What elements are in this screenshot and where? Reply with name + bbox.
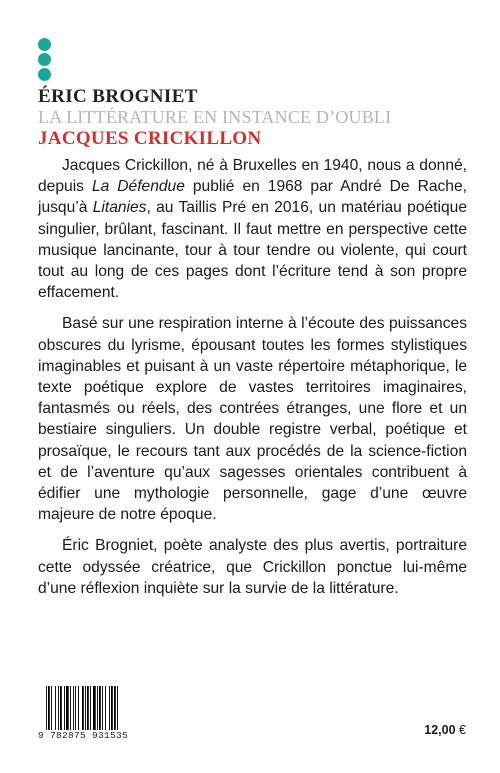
back-cover-text <box>38 155 467 609</box>
barcode-bar <box>109 686 110 730</box>
price <box>424 723 466 737</box>
barcode-bar <box>78 686 79 730</box>
barcode-bar <box>75 686 76 730</box>
barcode-bar <box>87 686 89 730</box>
paragraph-1: Jacques Crickillon, né à Bruxelles en 1940, nous a donné, depuis La Défendue publié en 1968 par André De Rache, jusqu’à Litanies, au Taillis Pré en 2016, un matériau poétique singulier, brûlant, fascinant. Il faut mettre en perspective cette musique lancinante, tour à tour tendre ou violente, qui court tout au long de ces pages dont l’écriture tend à son propre effacement. <box>38 157 467 302</box>
barcode-bar <box>51 686 52 730</box>
barcode-bar <box>85 686 86 730</box>
barcode-bar <box>117 686 118 730</box>
title-litanies: Litanies <box>92 199 147 217</box>
barcode-bar <box>55 686 56 730</box>
barcode-bar <box>102 686 103 730</box>
header <box>38 86 468 149</box>
barcode-bar <box>111 686 113 730</box>
barcode-bar <box>70 686 71 730</box>
isbn-number: 9 782875 931535 <box>38 730 129 741</box>
barcode-bar <box>97 686 98 730</box>
barcode-bar <box>73 686 74 730</box>
author-name: ÉRIC BROGNIET <box>38 86 198 107</box>
barcode-bar <box>60 686 62 730</box>
book-subtitle: LA LITTÉRATURE EN INSTANCE D’OUBLI <box>38 107 392 127</box>
title-la-defendue: La Défendue <box>91 178 185 196</box>
barcode-bar <box>46 686 47 730</box>
dot-icon <box>38 53 51 66</box>
dot-icon <box>38 68 51 81</box>
barcode-icon <box>46 686 146 730</box>
barcode-bar <box>105 686 106 730</box>
barcode-bar <box>99 686 101 730</box>
barcode-bar <box>48 686 50 730</box>
paragraph-3: Éric Brogniet, poète analyste des plus avertis, portraiture cette odyssée créatrice, que Crickillon ponctue lui-même d’une réflexion inquiète sur la survie de la littérature. <box>38 537 467 597</box>
paragraph-2: Basé sur une respiration interne à l’écoute des puissances obscures du lyrisme, épousant toutes les formes stylistiques imaginables et puisant à un vaste répertoire métaphorique, le texte poétique explore de vastes territoires imaginaires, fantasmés ou réels, des contrées étranges, une flore et un bestiaire singuliers. Un double registre verbal, poétique et prosaïque, le recours tant aux procédés de la science-fiction et de l’aventure qu’aux sagesses orientales contribuent à édifier une mythologie personnelle, gage d’une œuvre majeure de notre époque. <box>38 315 467 524</box>
barcode-bar <box>64 686 65 730</box>
price-amount: 12,00 <box>424 723 456 737</box>
barcode-bar <box>114 686 116 730</box>
barcode-bar <box>93 686 96 730</box>
barcode-bar <box>58 686 59 730</box>
dot-icon <box>38 38 51 51</box>
barcode-bar <box>66 686 69 730</box>
decorative-dots <box>38 38 51 83</box>
isbn-barcode <box>38 686 150 741</box>
barcode-bar <box>90 686 91 730</box>
book-subject: JACQUES CRICKILLON <box>38 128 262 149</box>
barcode-bar <box>82 686 84 730</box>
price-currency: € <box>459 723 466 737</box>
